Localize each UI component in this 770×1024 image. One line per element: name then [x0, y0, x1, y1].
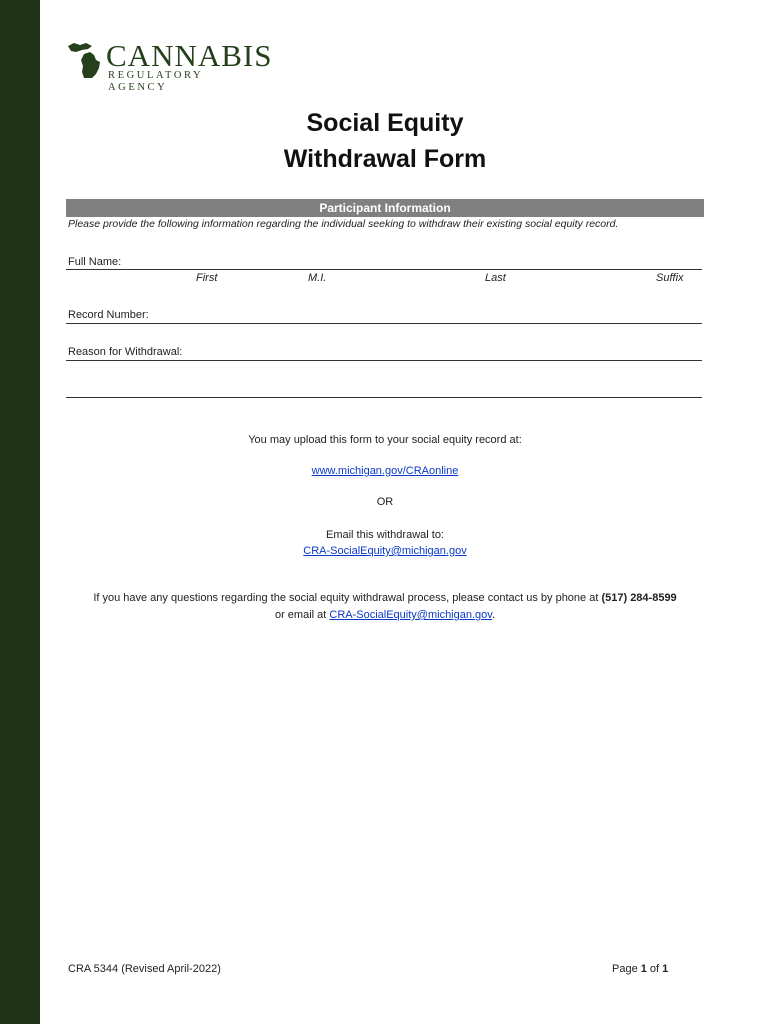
page-of: of: [646, 963, 663, 975]
record-number-field[interactable]: [66, 323, 702, 324]
section-instructions: Please provide the following information regarding the individual seeking to withdraw their existing social equity record.: [68, 218, 619, 230]
contact-text: If you have any questions regarding the social equity withdrawal process, please contact us by phone at: [93, 592, 602, 604]
page-title-line1: Social Equity: [306, 109, 464, 137]
reason-field-line2[interactable]: [66, 397, 702, 398]
record-number-label: Record Number:: [68, 309, 149, 321]
contact-line2: [0, 609, 770, 621]
cra-online-link[interactable]: www.michigan.gov/CRAonline: [311, 465, 459, 477]
full-name-label: Full Name:: [68, 256, 122, 268]
page-number: [612, 963, 668, 975]
or-separator: OR: [376, 496, 394, 508]
page-total: 1: [662, 963, 669, 975]
page-prefix: Page: [612, 963, 641, 975]
email-row: [0, 545, 770, 557]
contact-email-link[interactable]: CRA-SocialEquity@michigan.gov: [329, 609, 492, 621]
section-heading: Participant Information: [66, 199, 704, 217]
michigan-map-icon: [66, 40, 106, 80]
upload-intro: You may upload this form to your social equity record at:: [248, 434, 522, 446]
contact-email-prefix: or email at: [274, 609, 330, 621]
email-intro: Email this withdrawal to:: [326, 529, 444, 541]
reason-field-line1[interactable]: [66, 360, 702, 361]
middle-initial-label: M.I.: [308, 272, 327, 284]
brand-subtitle: REGULATORY AGENCY: [108, 70, 203, 93]
form-id: CRA 5344 (Revised April-2022): [68, 963, 221, 975]
page-title-line2: Withdrawal Form: [283, 145, 487, 173]
agency-logo: [66, 38, 273, 93]
reason-label: Reason for Withdrawal:: [68, 346, 183, 358]
first-name-label: First: [196, 272, 218, 284]
brand-name: CANNABIS: [106, 38, 273, 73]
social-equity-email-link[interactable]: CRA-SocialEquity@michigan.gov: [303, 545, 467, 557]
contact-line1: [0, 592, 770, 604]
contact-period: .: [491, 609, 496, 621]
full-name-field[interactable]: [66, 269, 702, 270]
page-current: 1: [640, 963, 647, 975]
last-name-label: Last: [485, 272, 506, 284]
upload-url-row: [0, 465, 770, 477]
suffix-label: Suffix: [656, 272, 684, 284]
contact-phone: (517) 284-8599: [601, 592, 677, 604]
